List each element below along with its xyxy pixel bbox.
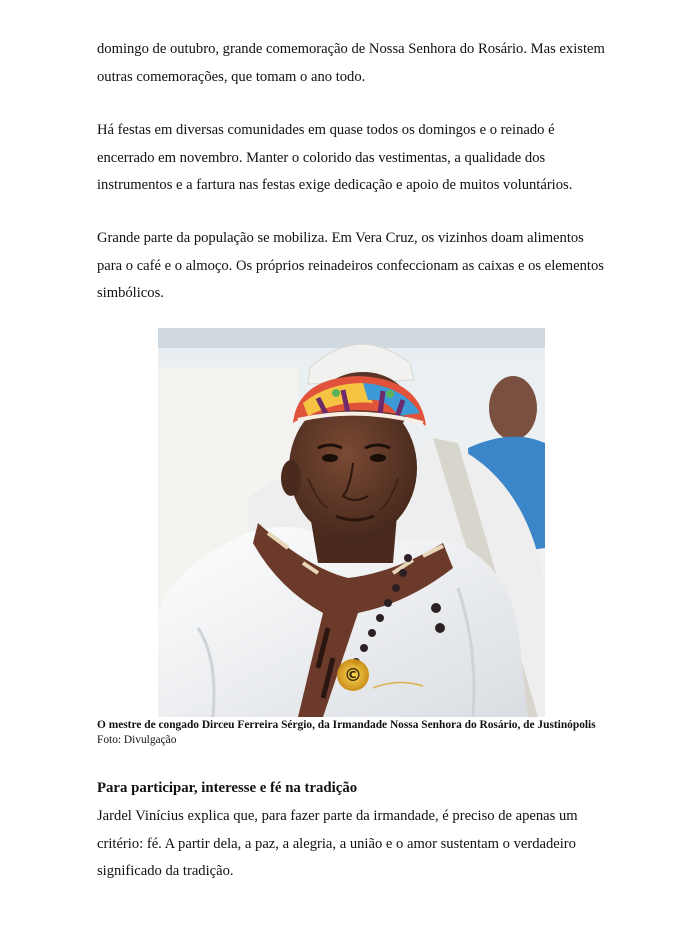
text-line: outras comemorações, que tomam o ano todo. — [97, 68, 366, 85]
text-line: domingo de outubro, grande comemoração de Nossa Senhora do Rosário. Mas existem — [97, 41, 605, 57]
section-heading: Para participar, interesse e fé na tradição — [97, 780, 358, 796]
text-line: critério: fé. A partir dela, a paz, a alegria, a união e o amor sustentam o verdadeiro — [97, 835, 576, 852]
caption-text: O mestre de congado Dirceu Ferreira Sérgio, da Irmandade Nossa Senhora do Rosário, de Justinópolis — [97, 719, 596, 731]
text-line: Grande parte da população se mobiliza. Em Vera Cruz, os vizinhos doam alimentos — [97, 230, 584, 246]
portrait-illustration — [158, 328, 545, 717]
portrait-photo — [158, 328, 545, 717]
text-line: instrumentos e a fartura nas festas exige dedicação e apoio de muitos voluntários. — [97, 177, 573, 193]
photo-credit: Foto: Divulgação — [97, 733, 177, 746]
paragraph-3 — [97, 225, 607, 308]
text-line: Há festas em diversas comunidades em quase todos os domingos e o reinado é — [97, 122, 555, 138]
text-line: para o café e o almoço. Os próprios reinadeiros confeccionam as caixas e os elementos — [97, 257, 604, 274]
paragraph-4 — [97, 803, 607, 886]
paragraph-2 — [97, 117, 607, 200]
paragraph-1 — [97, 36, 607, 91]
watermark-symbol: © — [344, 665, 362, 686]
text-line: simbólicos. — [97, 285, 164, 301]
photo-caption — [97, 718, 617, 747]
text-line: Jardel Vinícius explica que, para fazer parte da irmandade, é preciso de apenas um — [97, 808, 578, 824]
text-line: encerrado em novembro. Manter o colorido das vestimentas, a qualidade dos — [97, 149, 546, 166]
text-line: significado da tradição. — [97, 863, 234, 879]
